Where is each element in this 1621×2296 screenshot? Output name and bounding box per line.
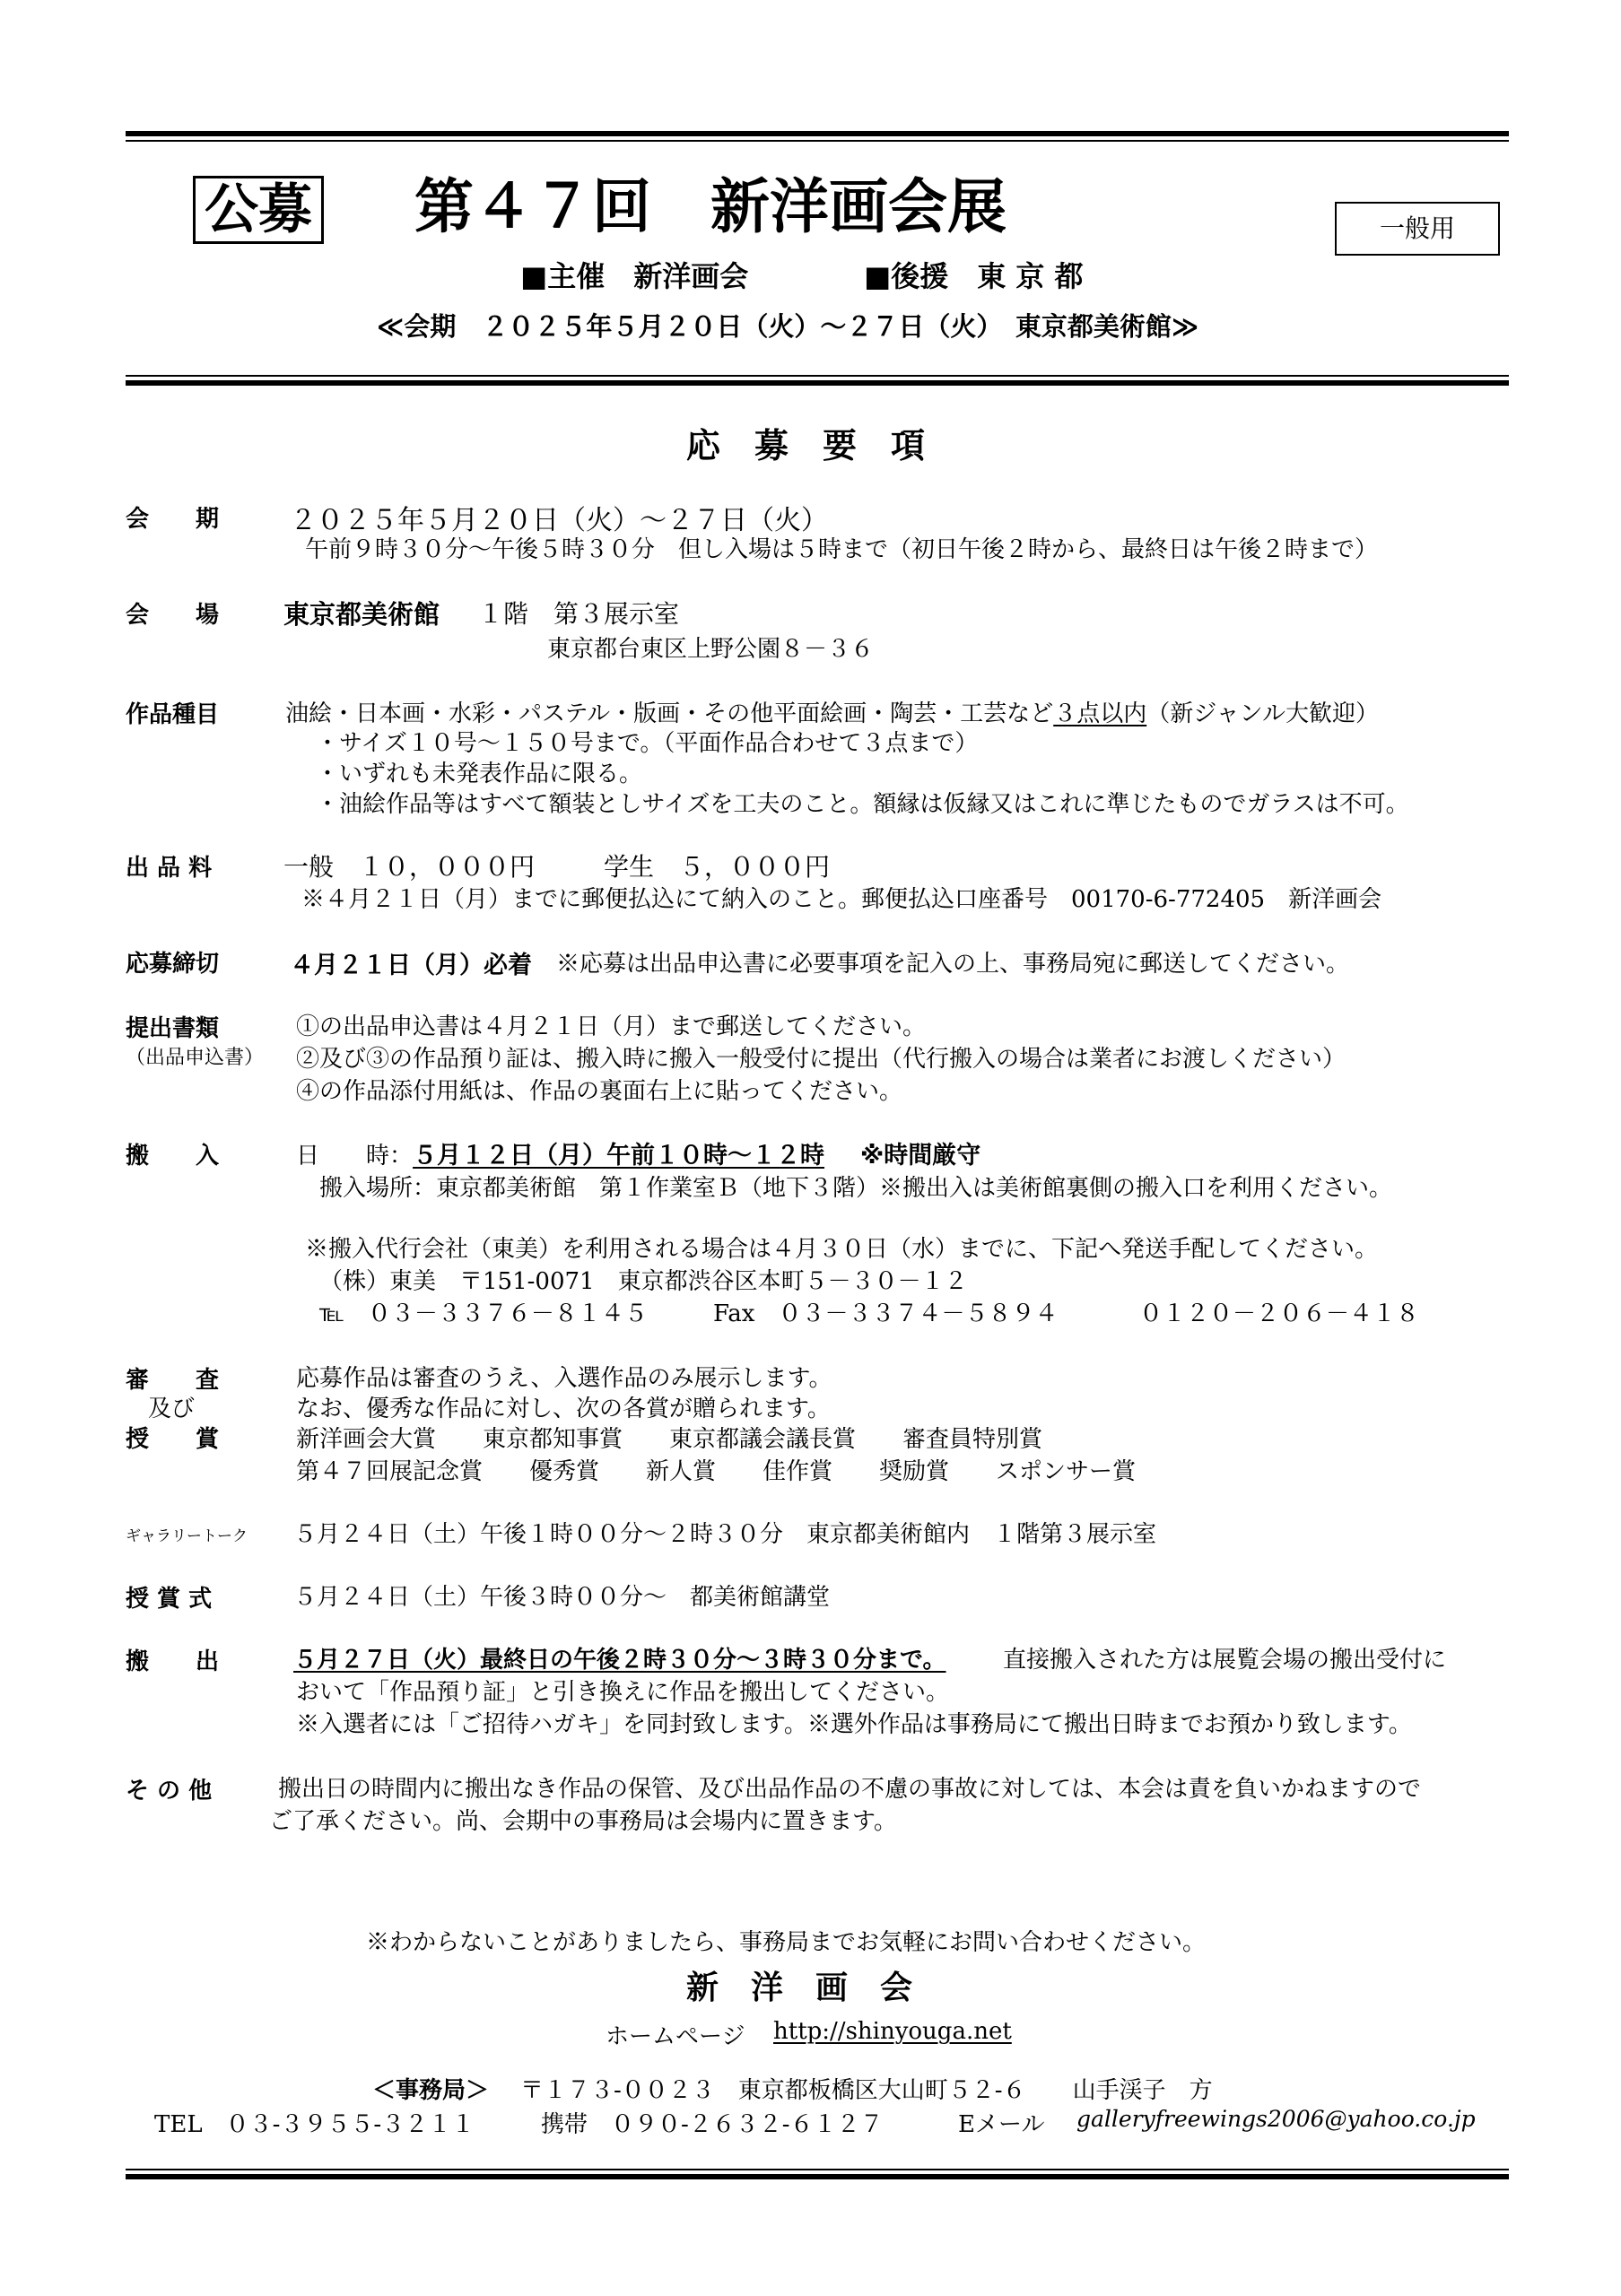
koubo-label: 公募	[193, 176, 324, 244]
hannyu-agent-fax: Fax ０３－３３７４－５８９４	[713, 1300, 1059, 1327]
sonota-line2: ご了承ください。尚、会期中の事務局は会場内に置きます。	[269, 1808, 897, 1835]
label-shimekiri: 応募締切	[126, 951, 220, 978]
office-tel: TEL ０３-３９５５-３２１１	[154, 2111, 475, 2138]
fee-general: 一般 １０，０００円	[283, 852, 536, 882]
label-hanshutsu: 搬 出	[126, 1648, 220, 1675]
general-use-badge: 一般用	[1335, 202, 1500, 256]
shumoku-limit: ３点以内	[1053, 700, 1147, 727]
footer-note: ※わからないことがありましたら、事務局までお気軽にお問い合わせください。	[366, 1929, 1207, 1956]
top-rule-thin	[126, 140, 1509, 142]
email-address[interactable]: galleryfreewings2006@yahoo.co.jp	[1076, 2106, 1476, 2132]
bottom-rule-thin	[126, 2169, 1509, 2170]
section-title: 応 募 要 項	[686, 426, 926, 465]
kaijo-address: 東京都台東区上野公園８－３６	[547, 636, 875, 663]
bottom-rule-thick	[126, 2174, 1509, 2179]
shumoku-unpublished: ・いずれも未発表作品に限る。	[316, 761, 643, 787]
hanshutsu-line2: おいて「作品預り証」と引き換えに作品を搬出してください。	[296, 1679, 950, 1706]
exhibition-title: 第４７回 新洋画会展	[414, 172, 1007, 241]
label-shumoku: 作品種目	[126, 701, 220, 728]
office-address: 〒１７３-００２３ 東京都板橋区大山町５２-６ 山手渓子 方	[520, 2077, 1213, 2104]
label-jusho: 授 賞	[126, 1426, 220, 1453]
shumoku-newgenre: （新ジャンル大歓迎）	[1146, 700, 1380, 727]
label-kaijo: 会 場	[126, 602, 220, 629]
header-rule-thick	[126, 380, 1509, 386]
sonota-line1: 搬出日の時間内に搬出なき作品の保管、及び出品作品の不慮の事故に対しては、本会は責を負いかねますので	[278, 1776, 1422, 1803]
office-label: ＜事務局＞	[372, 2077, 490, 2104]
shumoku-line1	[285, 695, 1379, 728]
top-rule-thick	[126, 131, 1509, 136]
shorui-line3: ④の作品添付用紙は、作品の裏面右上に貼ってください。	[296, 1078, 903, 1105]
kaiki-hours: 午前９時３０分～午後５時３０分 但し入場は５時まで（初日午後２時から、最終日は午後２時まで）	[305, 536, 1379, 563]
label-gallery-talk: ギャラリートーク	[126, 1527, 248, 1545]
footer-org: 新 洋 画 会	[686, 1970, 913, 2006]
hannyu-place: 搬入場所：東京都美術館 第１作業室Ｂ（地下３階）※搬出入は美術館裏側の搬入口を利用ください。	[319, 1175, 1393, 1202]
hanshutsu-direct: 直接搬入された方は展覧会場の搬出受付に	[1003, 1647, 1447, 1674]
deadline-note: ※応募は出品申込書に必要事項を記入の上、事務局宛に郵送してください。	[556, 951, 1350, 978]
hannyu-agent-note: ※搬入代行会社（東美）を利用される場合は４月３０日（水）までに、下記へ発送手配してください。	[305, 1236, 1379, 1263]
label-jushoshiki: 授 賞 式	[126, 1586, 213, 1613]
hannyu-agent-freedial: ０１２０－２０６－４１８	[1139, 1300, 1420, 1327]
jushoshiki-info: ５月２４日（土）午後３時００分～ 都美術館講堂	[293, 1584, 831, 1611]
hannyu-agent-address: （株）東美 〒151-0071 東京都渋谷区本町５－３０－１２	[319, 1268, 968, 1295]
fee-payment-note: ※４月２１日（月）までに郵便払込にて納入のこと。郵便払込口座番号 00170-6-772405 新洋画会	[301, 886, 1382, 913]
hanshutsu-datetime: ５月２７日（火）最終日の午後２時３０分～３時３０分まで。	[293, 1647, 946, 1674]
hannyu-datetime-label: 日 時：	[296, 1143, 414, 1170]
kaijo-room: １階 第３展示室	[478, 599, 680, 629]
sponsor-text: ■主催 新洋画会	[520, 259, 749, 293]
label-shorui-sub: （出品申込書）	[126, 1047, 265, 1069]
hannyu-strict: ※時間厳守	[860, 1142, 981, 1170]
office-mobile: 携帯 ０９０-２６３２-６１２７	[541, 2111, 884, 2138]
label-kaiki: 会 期	[126, 506, 220, 533]
hannyu-datetime: ５月１２日（月）午前１０時～１２時	[413, 1142, 825, 1170]
header-rule-thin	[126, 375, 1509, 377]
support-text: ■後援 東 京 都	[864, 259, 1084, 293]
homepage-label: ホームページ	[606, 2023, 745, 2050]
fee-student: 学生 ５，０００円	[604, 852, 831, 882]
hanshutsu-line3: ※入選者には「ご招待ハガキ」を同封致します。※選外作品は事務局にて搬出日時までお預かり致します。	[296, 1711, 1412, 1738]
shinsa-line2: なお、優秀な作品に対し、次の各賞が贈られます。	[296, 1396, 831, 1422]
kaijo-venue: 東京都美術館	[283, 599, 440, 630]
email-label: Eメール	[958, 2111, 1045, 2138]
awards-line1: 新洋画会大賞 東京都知事賞 東京都議会議長賞 審査員特別賞	[296, 1426, 1043, 1453]
hannyu-line1	[296, 1135, 980, 1170]
label-shinsa: 審 査	[126, 1367, 220, 1394]
label-sonota: そ の 他	[126, 1778, 213, 1805]
hannyu-agent-tel: ℡ ０３－３３７６－８１４５	[319, 1300, 648, 1327]
label-shuppinryo: 出 品 料	[126, 855, 213, 882]
shumoku-size: ・サイズ１０号～１５０号まで。（平面作品合わせて３点まで）	[316, 730, 979, 757]
label-hannyu: 搬 入	[126, 1143, 220, 1170]
kaiki-date: ２０２５年５月２０日（火）～２７日（火）	[290, 505, 828, 536]
period-line: ≪会期 ２０２５年５月２０日（火）～２７日（火） 東京都美術館≫	[377, 311, 1199, 342]
deadline-date: ４月２１日（月）必着	[290, 952, 532, 979]
shumoku-genres: 油絵・日本画・水彩・パステル・版画・その他平面絵画・陶芸・工芸など	[285, 700, 1054, 727]
shorui-line2: ②及び③の作品預り証は、搬入時に搬入一般受付に提出（代行搬入の場合は業者にお渡しください）	[296, 1046, 1346, 1073]
label-oyobi: 及び	[148, 1396, 196, 1422]
awards-line2: 第４７回展記念賞 優秀賞 新人賞 佳作賞 奨励賞 スポンサー賞	[296, 1458, 1137, 1485]
homepage-link[interactable]: http://shinyouga.net	[773, 2018, 1012, 2045]
shinsa-line1: 応募作品は審査のうえ、入選作品のみ展示します。	[296, 1365, 832, 1392]
shorui-line1: ①の出品申込書は４月２１日（月）まで郵送してください。	[296, 1013, 927, 1040]
label-shorui: 提出書類	[126, 1015, 220, 1042]
gallery-talk-info: ５月２４日（土）午後１時００分～２時３０分 東京都美術館内 １階第３展示室	[293, 1521, 1157, 1548]
shumoku-frame: ・油絵作品等はすべて額装としサイズを工夫のこと。額縁は仮縁又はこれに準じたものでガラスは不可。	[316, 791, 1409, 818]
